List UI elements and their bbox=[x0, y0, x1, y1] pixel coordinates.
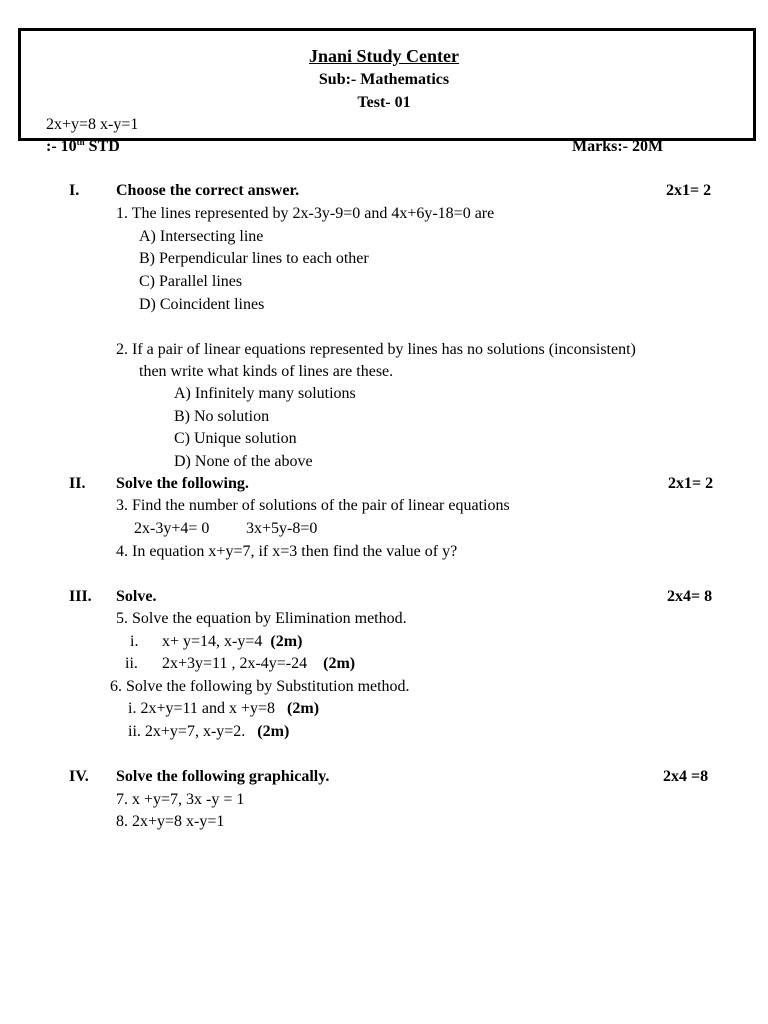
q5-i-number: i. bbox=[130, 633, 139, 650]
std-suffix: STD bbox=[84, 138, 120, 155]
question-2-line-1: 2. If a pair of linear equations represented by lines has no solutions (inconsistent) bbox=[116, 341, 636, 358]
q6-i bbox=[128, 699, 319, 719]
test-line: Test- 01 bbox=[357, 94, 411, 111]
section-2-marks: 2x1= 2 bbox=[668, 475, 714, 492]
q6-ii-marks: (2m) bbox=[257, 723, 290, 740]
q5-i-equations bbox=[162, 632, 302, 652]
section-1-marks: 2x1= 2 bbox=[666, 182, 712, 199]
q5-ii-marks: (2m) bbox=[323, 655, 356, 672]
q6-i-text: i. 2x+y=11 and x +y=8 bbox=[128, 700, 276, 717]
question-2-line-2: then write what kinds of lines are these. bbox=[139, 363, 394, 380]
q3-equation-2: 3x+5y-8=0 bbox=[246, 520, 318, 537]
section-4-title: Solve the following graphically. bbox=[116, 768, 330, 785]
section-3-title: Solve. bbox=[116, 588, 157, 605]
q6-i-marks: (2m) bbox=[287, 700, 320, 717]
q2-option-d: D) None of the above bbox=[174, 453, 313, 470]
question-3: 3. Find the number of solutions of the pair of linear equations bbox=[116, 497, 510, 514]
question-4: 4. In equation x+y=7, if x=3 then find the value of y? bbox=[116, 543, 458, 560]
std-line bbox=[46, 137, 120, 157]
section-2-title: Solve the following. bbox=[116, 475, 249, 492]
q2-option-a: A) Infinitely many solutions bbox=[174, 385, 356, 402]
std-sup: th bbox=[76, 137, 85, 147]
question-6: 6. Solve the following by Substitution method. bbox=[110, 678, 410, 695]
q3-equation-1: 2x-3y+4= 0 bbox=[134, 520, 210, 537]
q1-option-b: B) Perpendicular lines to each other bbox=[139, 250, 369, 267]
q5-i-text: x+ y=14, x-y=4 bbox=[162, 633, 263, 650]
question-5: 5. Solve the equation by Elimination method. bbox=[116, 610, 407, 627]
q2-option-b: B) No solution bbox=[174, 408, 270, 425]
question-7: 7. x +y=7, 3x -y = 1 bbox=[116, 791, 245, 808]
std-prefix: :- 10 bbox=[46, 138, 77, 155]
q5-i-marks: (2m) bbox=[270, 633, 303, 650]
section-1-title: Choose the correct answer. bbox=[116, 182, 300, 199]
section-1-numeral: I. bbox=[69, 182, 80, 199]
q1-option-a: A) Intersecting line bbox=[139, 228, 264, 245]
marks-line: Marks:- 20M bbox=[572, 138, 664, 155]
subject-line: Sub:- Mathematics bbox=[318, 71, 450, 88]
q1-option-d: D) Coincident lines bbox=[139, 296, 265, 313]
q6-ii-text: ii. 2x+y=7, x-y=2. bbox=[128, 723, 246, 740]
overlay-equation-line: 2x+y=8 x-y=1 bbox=[46, 116, 139, 133]
section-4-numeral: IV. bbox=[69, 768, 89, 785]
q2-option-c: C) Unique solution bbox=[174, 430, 297, 447]
q5-ii-text: 2x+3y=11 , 2x-4y=-24 bbox=[162, 655, 308, 672]
question-8: 8. 2x+y=8 x-y=1 bbox=[116, 813, 225, 830]
question-1: 1. The lines represented by 2x-3y-9=0 and 4x+6y-18=0 are bbox=[116, 205, 495, 222]
q6-ii bbox=[128, 722, 289, 742]
section-3-numeral: III. bbox=[69, 588, 92, 605]
section-4-marks: 2x4 =8 bbox=[663, 768, 709, 785]
section-2-numeral: II. bbox=[69, 475, 86, 492]
q5-ii-number: ii. bbox=[125, 655, 138, 672]
q5-ii-equations bbox=[162, 654, 355, 674]
section-3-marks: 2x4= 8 bbox=[667, 588, 713, 605]
institute-title: Jnani Study Center bbox=[308, 46, 460, 66]
q1-option-c: C) Parallel lines bbox=[139, 273, 243, 290]
